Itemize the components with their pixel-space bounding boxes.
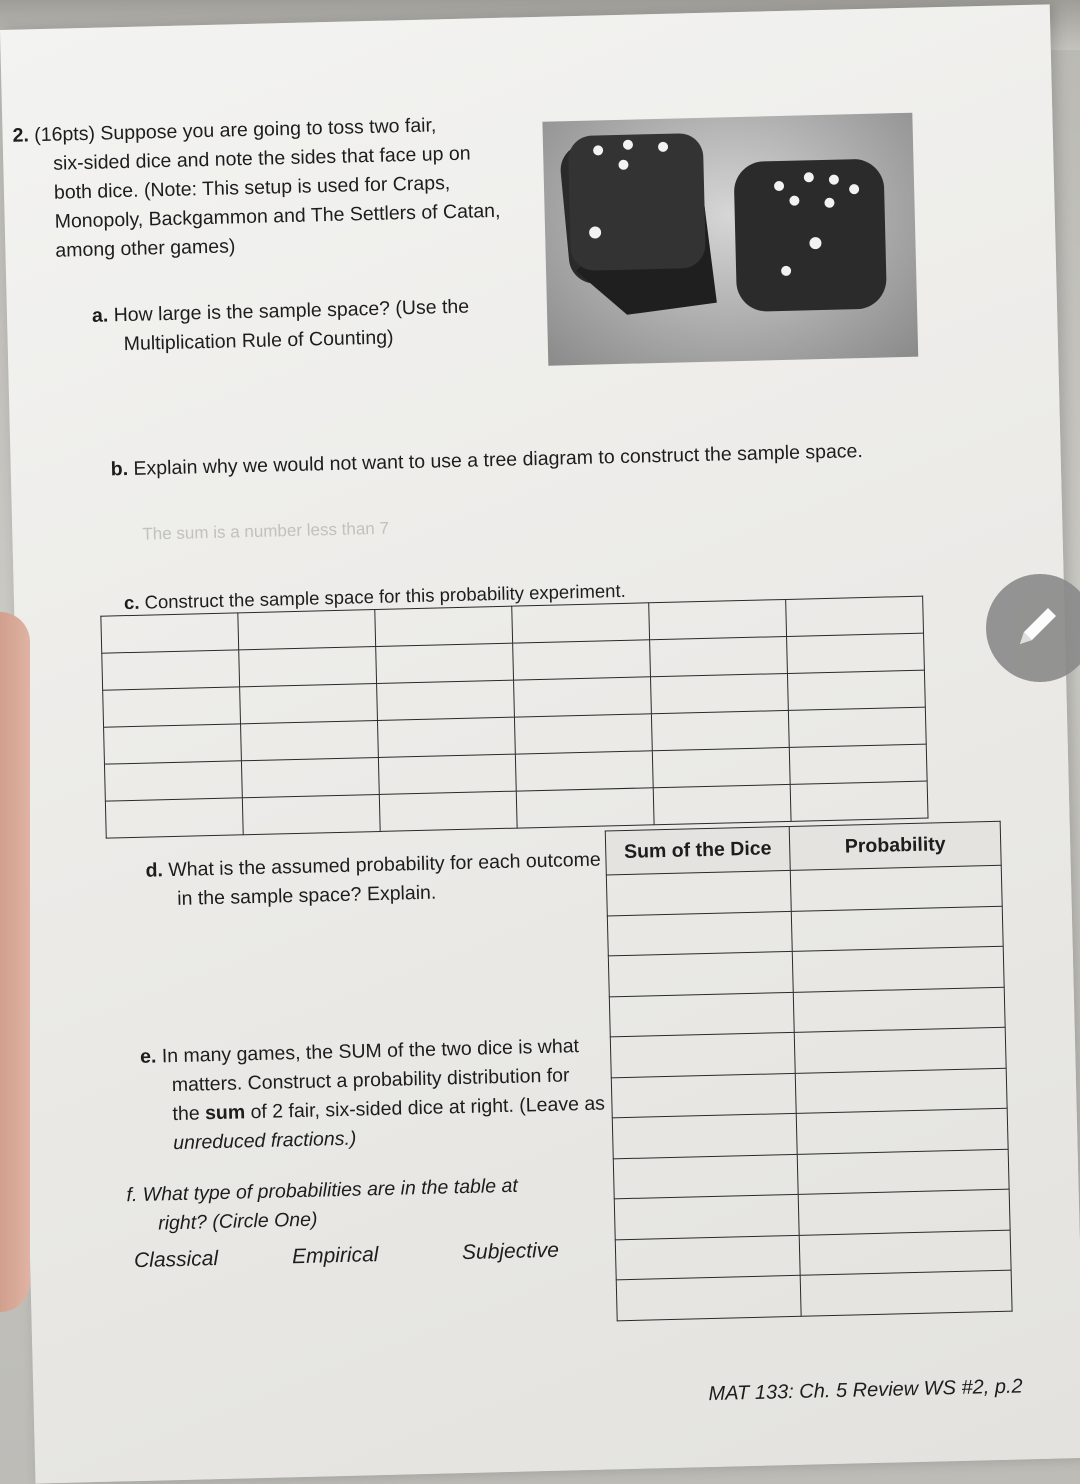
header-probability: Probability xyxy=(789,821,1001,870)
table-cell[interactable] xyxy=(241,720,379,760)
part-e xyxy=(140,1031,613,1158)
sum-cell[interactable] xyxy=(613,1154,798,1199)
table-cell[interactable] xyxy=(789,744,927,784)
sum-cell[interactable] xyxy=(609,992,794,1037)
pencil-icon xyxy=(1008,596,1068,656)
worksheet-page xyxy=(0,4,1080,1483)
choice-empirical[interactable]: Empirical xyxy=(291,1243,379,1269)
table-cell[interactable] xyxy=(652,747,790,787)
sample-space-table xyxy=(100,596,928,839)
part-a-line-1: How large is the sample space? (Use the xyxy=(113,295,470,327)
table-row xyxy=(616,1270,1012,1320)
part-d-line-2: in the sample space? Explain. xyxy=(177,881,437,910)
probability-cell[interactable] xyxy=(797,1149,1009,1195)
table-cell[interactable] xyxy=(241,757,379,797)
table-cell[interactable] xyxy=(377,717,515,757)
table-cell[interactable] xyxy=(105,798,243,838)
table-cell[interactable] xyxy=(104,761,242,801)
table-cell[interactable] xyxy=(650,673,788,713)
question-points: (16pts) xyxy=(33,122,96,147)
table-cell[interactable] xyxy=(101,613,239,653)
choice-classical[interactable]: Classical xyxy=(133,1247,219,1273)
probability-cell[interactable] xyxy=(798,1189,1010,1235)
intro-line-1: Suppose you are going to toss two fair, xyxy=(100,114,437,145)
part-f xyxy=(126,1170,597,1239)
dice-icon xyxy=(542,113,918,366)
page-footer: MAT 133: Ch. 5 Review WS #2, p.2 xyxy=(708,1375,1023,1406)
sum-cell[interactable] xyxy=(607,911,792,956)
sum-cell[interactable] xyxy=(610,1032,795,1077)
sum-cell[interactable] xyxy=(612,1113,797,1158)
probability-cell[interactable] xyxy=(799,1230,1011,1276)
table-cell[interactable] xyxy=(242,794,380,834)
probability-cell[interactable] xyxy=(790,865,1002,911)
probability-cell[interactable] xyxy=(791,906,1003,952)
part-f-line-2: right? (Circle One) xyxy=(157,1208,318,1235)
part-d-line-1: What is the assumed probability for each outcome xyxy=(168,848,601,882)
choice-subjective[interactable]: Subjective xyxy=(461,1238,560,1265)
part-c-letter: c. xyxy=(123,591,140,614)
part-a-line-2: Multiplication Rule of Counting) xyxy=(123,326,394,356)
table-cell[interactable] xyxy=(378,754,516,794)
sum-cell[interactable] xyxy=(615,1235,800,1280)
part-e-line-1: In many games, the SUM of the two dice is what xyxy=(161,1035,580,1068)
part-a xyxy=(92,291,533,360)
table-cell[interactable] xyxy=(650,636,788,676)
part-d-letter: d. xyxy=(145,859,164,882)
part-b xyxy=(110,436,910,485)
table-cell[interactable] xyxy=(238,610,376,650)
faint-pencil-note: The sum is a number less than 7 xyxy=(142,518,390,544)
part-e-line-2: matters. Construct a probability distribution for xyxy=(171,1064,570,1097)
sum-cell[interactable] xyxy=(611,1073,796,1118)
probability-cell[interactable] xyxy=(794,1027,1006,1073)
table-cell[interactable] xyxy=(653,784,791,824)
part-e-line-4: unreduced fractions.) xyxy=(172,1127,357,1155)
probability-cell[interactable] xyxy=(792,946,1004,992)
thumb xyxy=(0,612,30,1312)
table-cell[interactable] xyxy=(102,650,240,690)
part-f-letter: f. xyxy=(126,1183,138,1207)
dice-photo xyxy=(542,113,918,366)
probability-cell[interactable] xyxy=(800,1270,1012,1316)
table-cell[interactable] xyxy=(104,724,242,764)
part-a-letter: a. xyxy=(91,304,109,327)
sum-probability-table xyxy=(605,821,1013,1321)
table-cell[interactable] xyxy=(376,643,514,683)
table-cell[interactable] xyxy=(515,751,653,791)
table-cell[interactable] xyxy=(513,640,651,680)
intro-line-5: among other games) xyxy=(55,235,236,262)
part-c-text: Construct the sample space for this probability experiment. xyxy=(144,579,626,613)
sum-cell[interactable] xyxy=(608,951,793,996)
question-number: 2. xyxy=(12,124,30,147)
question-2-intro xyxy=(12,109,535,267)
table-cell[interactable] xyxy=(239,647,377,687)
table-cell[interactable] xyxy=(516,788,654,828)
sum-cell[interactable] xyxy=(616,1275,801,1320)
table-cell[interactable] xyxy=(787,633,925,673)
probability-cell[interactable] xyxy=(795,1068,1007,1114)
table-cell[interactable] xyxy=(103,687,241,727)
sum-cell[interactable] xyxy=(606,870,791,915)
part-f-line-1: What type of probabilities are in the table at xyxy=(142,1174,518,1206)
table-cell[interactable] xyxy=(377,680,515,720)
table-cell[interactable] xyxy=(512,603,650,643)
part-e-letter: e. xyxy=(139,1045,157,1068)
table-cell[interactable] xyxy=(788,707,926,747)
header-sum-of-dice: Sum of the Dice xyxy=(605,826,790,874)
table-cell[interactable] xyxy=(379,791,517,831)
probability-cell[interactable] xyxy=(796,1108,1008,1154)
intro-line-2: six-sided dice and note the sides that face up on xyxy=(53,142,471,175)
intro-line-4: Monopoly, Backgammon and The Settlers of Catan, xyxy=(54,199,501,233)
table-cell[interactable] xyxy=(375,606,513,646)
table-cell[interactable] xyxy=(514,714,652,754)
table-cell[interactable] xyxy=(790,781,928,821)
intro-line-3: both dice. (Note: This setup is used for Craps, xyxy=(53,172,451,204)
table-cell[interactable] xyxy=(651,710,789,750)
table-cell[interactable] xyxy=(649,599,787,639)
part-e-line-3: the sum of 2 fair, six-sided dice at right. (Leave as xyxy=(172,1092,606,1126)
table-cell[interactable] xyxy=(514,677,652,717)
probability-cell[interactable] xyxy=(793,987,1005,1033)
part-b-text: Explain why we would not want to use a tree diagram to construct the sample space. xyxy=(133,440,864,480)
part-b-letter: b. xyxy=(110,458,129,481)
part-d xyxy=(145,845,616,914)
table-cell[interactable] xyxy=(787,670,925,710)
table-cell[interactable] xyxy=(240,683,378,723)
table-cell[interactable] xyxy=(786,596,924,636)
sum-cell[interactable] xyxy=(614,1194,799,1239)
